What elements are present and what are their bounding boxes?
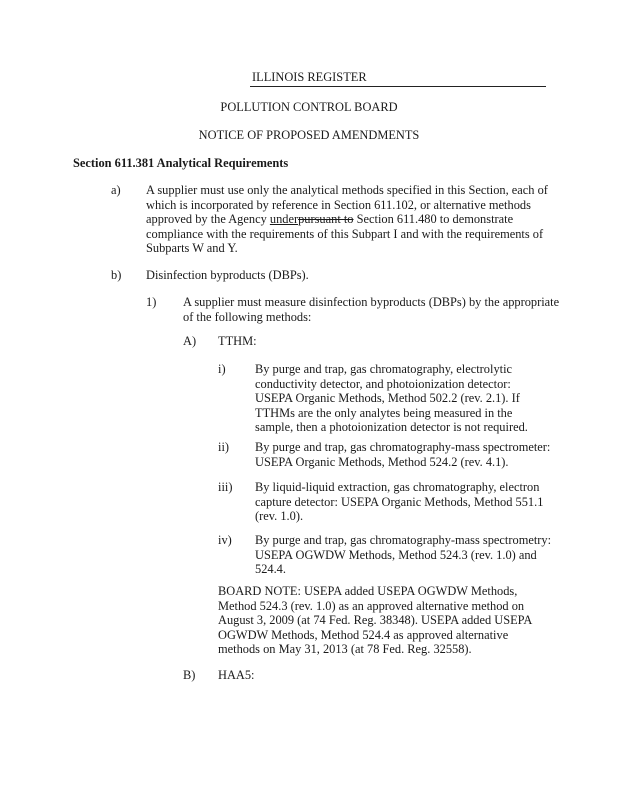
- agency-name: POLLUTION CONTROL BOARD: [220, 100, 398, 114]
- board-note-line: OGWDW Methods, Method 524.4 as approved alternative: [218, 627, 509, 642]
- item-i-line: USEPA Organic Methods, Method 502.2 (rev. 2.1). If: [255, 391, 520, 406]
- subsection-a-line: Subparts W and Y.: [146, 241, 238, 256]
- item-ii-label: ii): [218, 440, 230, 454]
- register-title: ILLINOIS REGISTER: [252, 70, 367, 84]
- board-note-line: methods on May 31, 2013 (at 78 Fed. Reg. 32558).: [218, 642, 472, 657]
- subsection-a-line: [146, 212, 548, 227]
- board-note: [218, 584, 532, 657]
- header-rule: [250, 86, 546, 87]
- item-iv-line: By purge and trap, gas chromatography-mass spectrometry:: [255, 533, 552, 547]
- deleted-text: pursuant to: [298, 212, 354, 227]
- item-i-label: i): [218, 362, 226, 376]
- item-iv-label: iv): [218, 533, 232, 547]
- item-ii-line: By purge and trap, gas chromatography-mass spectrometer:: [255, 440, 551, 454]
- notice-title: NOTICE OF PROPOSED AMENDMENTS: [198, 128, 420, 142]
- subsection-a-line: A supplier must use only the analytical methods specified in this Section, each of: [146, 183, 548, 197]
- board-note-line: BOARD NOTE: USEPA added USEPA OGWDW Methods,: [218, 584, 518, 598]
- subparagraph-A-label: A): [183, 334, 197, 348]
- item-i-text: [255, 362, 528, 435]
- subsection-b-label: b): [111, 268, 122, 282]
- subparagraph-A-text: TTHM:: [218, 334, 257, 348]
- subsection-a-text: [146, 183, 548, 256]
- item-iii-text: [255, 480, 543, 524]
- item-i-line: TTHMs are the only analytes being measured in the: [255, 405, 513, 420]
- item-i-line: sample, then a photoionization detector is not required.: [255, 420, 528, 435]
- subsection-a-label: a): [111, 183, 121, 197]
- subsection-a-line-lead: approved by the Agency: [146, 212, 270, 227]
- item-i-line: By purge and trap, gas chromatography, electrolytic: [255, 362, 513, 376]
- subsection-a-line: compliance with the requirements of this Subpart I and with the requirements of: [146, 226, 544, 241]
- subsection-a-line: which is incorporated by reference in Section 611.102, or alternative methods: [146, 197, 531, 212]
- item-iii-label: iii): [218, 480, 233, 494]
- subparagraph-B-text: HAA5:: [218, 668, 255, 682]
- paragraph-1-line: A supplier must measure disinfection byproducts (DBPs) by the appropriate: [183, 295, 560, 309]
- item-iv-line: USEPA OGWDW Methods, Method 524.3 (rev. 1.0) and: [255, 547, 537, 562]
- subparagraph-B-label: B): [183, 668, 196, 682]
- paragraph-1-text: [183, 295, 559, 324]
- inserted-text: under: [269, 212, 299, 227]
- item-iv-text: [255, 533, 551, 577]
- item-iii-line: By liquid-liquid extraction, gas chromatography, electron: [255, 480, 540, 494]
- item-iii-line: (rev. 1.0).: [255, 509, 304, 524]
- item-iv-line: 524.4.: [255, 562, 286, 577]
- item-iii-line: capture detector: USEPA Organic Methods, Method 551.1: [255, 494, 544, 509]
- item-i-line: conductivity detector, and photoionization detector:: [255, 376, 511, 391]
- subsection-a-line-tail: Section 611.480 to demonstrate: [353, 212, 514, 227]
- item-ii-line: USEPA Organic Methods, Method 524.2 (rev. 4.1).: [255, 454, 509, 469]
- paragraph-1-line: of the following methods:: [183, 309, 312, 324]
- item-ii-text: [255, 440, 550, 469]
- subsection-b-text: Disinfection byproducts (DBPs).: [146, 268, 309, 282]
- board-note-line: August 3, 2009 (at 74 Fed. Reg. 38348). USEPA added USEPA: [218, 613, 533, 628]
- board-note-line: Method 524.3 (rev. 1.0) as an approved alternative method on: [218, 598, 525, 613]
- paragraph-1-label: 1): [146, 295, 157, 309]
- section-title: Section 611.381 Analytical Requirements: [73, 156, 289, 170]
